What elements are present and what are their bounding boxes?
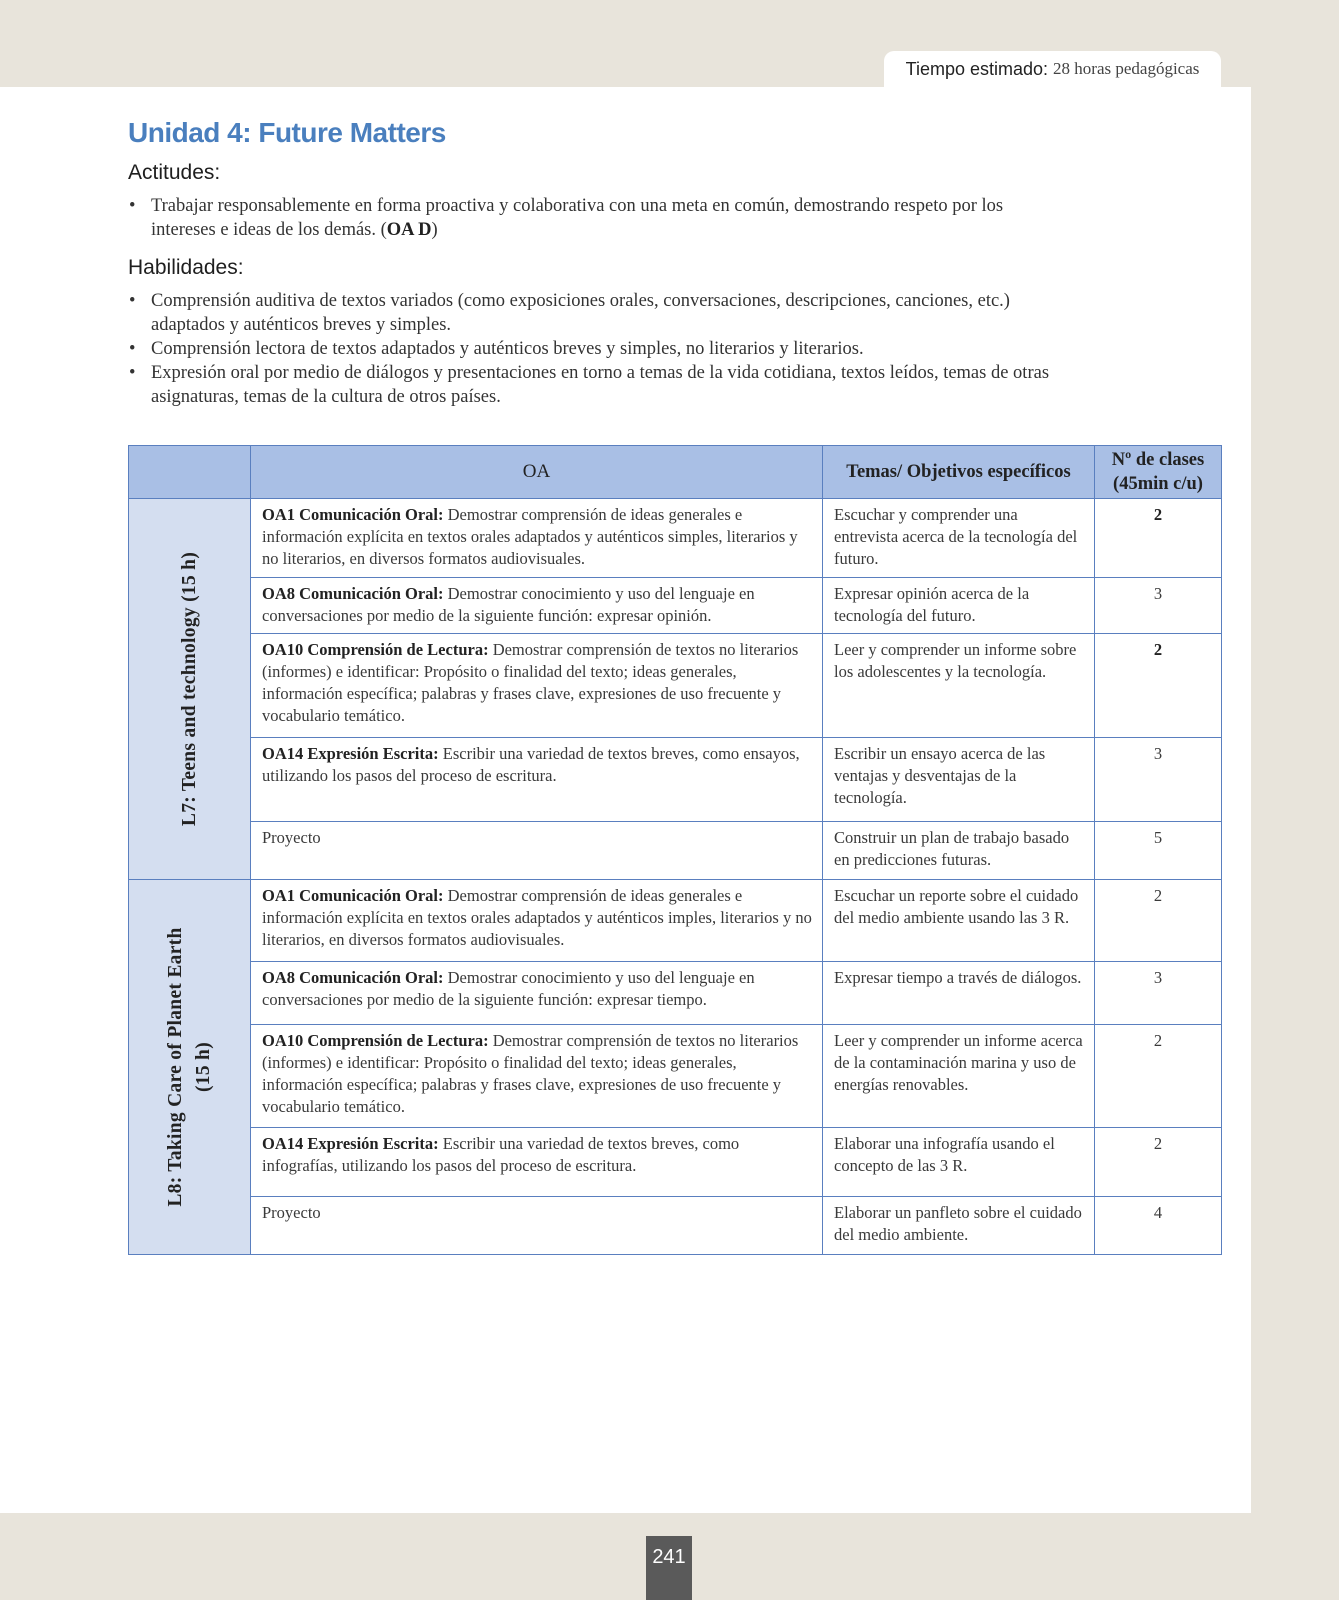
list-item: • Comprensión lectora de textos adaptados y auténticos breves y simples, no literarios y literarios. (128, 337, 1058, 361)
actitud-text: Trabajar responsablemente en forma proactiva y colaborativa con una meta en común, demostrando respeto por los intereses e ideas de los demás. ( (151, 196, 1004, 240)
actitud-code: OA D (386, 220, 432, 240)
lesson-hours: (15 h) (192, 1041, 214, 1093)
table-row (129, 880, 1222, 962)
table-row (129, 499, 1222, 578)
clases-cell: 2 (1095, 1025, 1222, 1128)
planning-table (128, 445, 1222, 1255)
oa-code: OA14 Expresión Escrita: (262, 744, 439, 763)
table-row (129, 738, 1222, 822)
oa-cell (251, 822, 823, 880)
oa-cell (251, 634, 823, 738)
oa-code: OA8 Comunicación Oral: (262, 584, 444, 603)
table-row (129, 634, 1222, 738)
oa-cell (251, 1025, 823, 1128)
oa-text: Demostrar comprensión de ideas generales e información explícita en textos orales adaptados y auténticos imples, literarios y no literarios, en diversos formatos audiovisuales. (262, 886, 812, 949)
header-clases: Nº de clases (45min c/u) (1095, 446, 1222, 499)
tema-cell: Leer y comprender un informe acerca de la contaminación marina y uso de energías renovables. (823, 1025, 1095, 1128)
oa-cell (251, 499, 823, 578)
table-row (129, 1025, 1222, 1128)
oa-cell (251, 1128, 823, 1197)
oa-cell (251, 880, 823, 962)
oa-text: Escribir una variedad de textos breves, como ensayos, utilizando los pasos del proceso de escritura. (262, 744, 800, 785)
oa-text: Demostrar comprensión de textos no literarios (informes) e identificar: Propósito o finalidad del texto; ideas generales, información específica; palabras y frases clave, expresiones de uso frecuente y vocabulario temático. (262, 1031, 799, 1116)
page-number: 241 (646, 1536, 692, 1600)
time-estimate-label: Tiempo estimado: (905, 58, 1049, 79)
oa-cell (251, 738, 823, 822)
table-header-row (129, 446, 1222, 499)
list-item: • Comprensión auditiva de textos variados (como exposiciones orales, conversaciones, descripciones, canciones, etc.) adaptados y auténticos breves y simples. (128, 289, 1058, 337)
clases-cell: 2 (1095, 1128, 1222, 1197)
table-row (129, 1128, 1222, 1197)
oa-text: Demostrar comprensión de ideas generales e información explícita en textos orales adaptados y auténticos simples, literarios y no literarios, en diversos formatos audiovisuales. (262, 505, 798, 568)
tema-cell: Expresar tiempo a través de diálogos. (823, 962, 1095, 1025)
oa-text: Escribir una variedad de textos breves, como infografías, utilizando los pasos del proceso de escritura. (262, 1134, 740, 1175)
clases-cell: 4 (1095, 1197, 1222, 1255)
oa-text: Proyecto (262, 828, 321, 847)
lesson-label-l8 (129, 880, 251, 1255)
clases-cell: 5 (1095, 822, 1222, 880)
table-row (129, 1197, 1222, 1255)
list-item: • Expresión oral por medio de diálogos y presentaciones en torno a temas de la vida cotidiana, textos leídos, temas de otras asignaturas, temas de la cultura de otros países. (128, 361, 1058, 409)
oa-cell (251, 578, 823, 634)
tema-cell: Escribir un ensayo acerca de las ventajas y desventajas de la tecnología. (823, 738, 1095, 822)
table-row (129, 962, 1222, 1025)
oa-code: OA10 Comprensión de Lectura: (262, 640, 489, 659)
tema-cell: Elaborar un panfleto sobre el cuidado del medio ambiente. (823, 1197, 1095, 1255)
tema-cell: Construir un plan de trabajo basado en predicciones futuras. (823, 822, 1095, 880)
actitudes-heading: Actitudes: (128, 161, 221, 184)
oa-text: Proyecto (262, 1203, 321, 1222)
oa-text: Demostrar comprensión de textos no literarios (informes) e identificar: Propósito o finalidad del texto; ideas generales, información específica; palabras y frases clave, expresiones de uso frecuente y vocabulario temático. (262, 640, 799, 725)
list-item (128, 194, 1058, 242)
oa-code: OA8 Comunicación Oral: (262, 968, 444, 987)
lesson-title: L8: Taking Care of Planet Earth (164, 927, 186, 1207)
tema-cell: Leer y comprender un informe sobre los adolescentes y la tecnología. (823, 634, 1095, 738)
lesson-label-l7 (129, 499, 251, 880)
clases-cell: 3 (1095, 738, 1222, 822)
oa-text: Demostrar conocimiento y uso del lenguaje en conversaciones por medio de la siguiente función: expresar opinión. (262, 584, 755, 625)
oa-code: OA10 Comprensión de Lectura: (262, 1031, 489, 1050)
actitud-close: ) (431, 220, 438, 240)
header-oa: OA (251, 446, 823, 499)
header-corner (129, 446, 251, 499)
tema-cell: Expresar opinión acerca de la tecnología del futuro. (823, 578, 1095, 634)
clases-cell: 2 (1095, 880, 1222, 962)
header-temas: Temas/ Objetivos específicos (823, 446, 1095, 499)
table-row (129, 578, 1222, 634)
clases-cell: 3 (1095, 962, 1222, 1025)
oa-cell (251, 1197, 823, 1255)
table-row (129, 822, 1222, 880)
oa-code: OA1 Comunicación Oral: (262, 886, 444, 905)
time-estimate-tab (884, 51, 1221, 87)
clases-cell: 3 (1095, 578, 1222, 634)
habilidades-heading: Habilidades: (128, 256, 244, 279)
clases-cell: 2 (1095, 499, 1222, 578)
actitudes-list (128, 194, 1058, 242)
oa-cell (251, 962, 823, 1025)
time-estimate-value: 28 horas pedagógicas (1053, 59, 1200, 78)
lesson-title: L7: Teens and technology (15 h) (178, 551, 200, 827)
habilidades-list (128, 289, 1058, 409)
oa-text: Demostrar conocimiento y uso del lenguaje en conversaciones por medio de la siguiente función: expresar tiempo. (262, 968, 755, 1009)
clases-cell: 2 (1095, 634, 1222, 738)
oa-code: OA1 Comunicación Oral: (262, 505, 444, 524)
tema-cell: Escuchar y comprender una entrevista acerca de la tecnología del futuro. (823, 499, 1095, 578)
tema-cell: Elaborar una infografía usando el concepto de las 3 R. (823, 1128, 1095, 1197)
oa-code: OA14 Expresión Escrita: (262, 1134, 439, 1153)
tema-cell: Escuchar un reporte sobre el cuidado del medio ambiente usando las 3 R. (823, 880, 1095, 962)
unit-title: Unidad 4: Future Matters (128, 117, 446, 148)
